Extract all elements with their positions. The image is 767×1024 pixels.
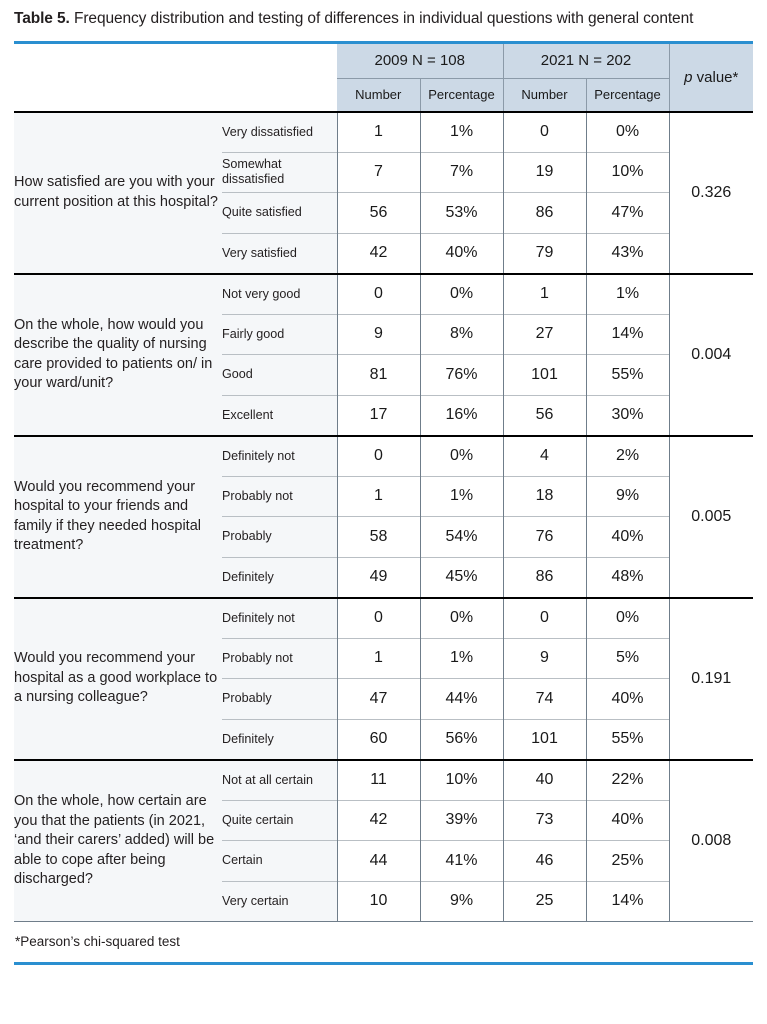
value-percentage-2009: 9% (420, 881, 503, 922)
value-number-2021: 86 (503, 557, 586, 598)
table-bottom-rule (14, 962, 753, 965)
value-number-2009: 1 (337, 476, 420, 517)
value-percentage-2021: 2% (586, 436, 669, 477)
response-label: Good (222, 355, 337, 396)
response-label: Not at all certain (222, 760, 337, 801)
value-number-2009: 1 (337, 112, 420, 153)
table-caption-text: Frequency distribution and testing of differences in individual questions with general content (69, 10, 694, 27)
value-percentage-2009: 1% (420, 112, 503, 153)
value-percentage-2009: 76% (420, 355, 503, 396)
response-label: Certain (222, 841, 337, 882)
value-percentage-2021: 40% (586, 800, 669, 841)
header-blank-cell (14, 44, 337, 79)
value-percentage-2021: 0% (586, 112, 669, 153)
p-value-cell: 0.004 (669, 274, 753, 436)
value-percentage-2021: 14% (586, 881, 669, 922)
response-label: Somewhat dissatisfied (222, 152, 337, 193)
response-label: Probably not (222, 476, 337, 517)
value-percentage-2021: 9% (586, 476, 669, 517)
value-percentage-2009: 44% (420, 679, 503, 720)
value-number-2021: 101 (503, 355, 586, 396)
header-blank-cell-2 (14, 78, 337, 112)
value-number-2021: 86 (503, 193, 586, 234)
value-number-2021: 40 (503, 760, 586, 801)
response-label: Probably (222, 679, 337, 720)
value-percentage-2009: 1% (420, 476, 503, 517)
table-row (14, 760, 753, 801)
value-percentage-2009: 0% (420, 436, 503, 477)
value-percentage-2021: 1% (586, 274, 669, 315)
table-head (14, 44, 753, 112)
value-percentage-2021: 55% (586, 355, 669, 396)
value-number-2009: 11 (337, 760, 420, 801)
value-number-2021: 73 (503, 800, 586, 841)
value-number-2021: 27 (503, 314, 586, 355)
value-number-2009: 44 (337, 841, 420, 882)
value-percentage-2021: 47% (586, 193, 669, 234)
value-number-2009: 49 (337, 557, 420, 598)
table-caption-label: Table 5. (14, 10, 70, 27)
value-number-2009: 60 (337, 719, 420, 760)
value-number-2009: 81 (337, 355, 420, 396)
value-percentage-2009: 8% (420, 314, 503, 355)
value-number-2021: 0 (503, 112, 586, 153)
value-percentage-2021: 43% (586, 233, 669, 274)
table-row (14, 598, 753, 639)
data-table (14, 44, 753, 923)
value-percentage-2021: 55% (586, 719, 669, 760)
value-percentage-2021: 40% (586, 517, 669, 558)
value-percentage-2009: 1% (420, 638, 503, 679)
value-percentage-2009: 39% (420, 800, 503, 841)
response-label: Excellent (222, 395, 337, 436)
value-number-2009: 58 (337, 517, 420, 558)
value-number-2009: 0 (337, 598, 420, 639)
value-percentage-2021: 0% (586, 598, 669, 639)
header-number-2021: Number (503, 78, 586, 112)
value-number-2009: 56 (337, 193, 420, 234)
response-label: Not very good (222, 274, 337, 315)
value-percentage-2021: 25% (586, 841, 669, 882)
value-percentage-2009: 41% (420, 841, 503, 882)
value-percentage-2021: 14% (586, 314, 669, 355)
response-label: Definitely not (222, 436, 337, 477)
value-percentage-2021: 10% (586, 152, 669, 193)
value-number-2021: 1 (503, 274, 586, 315)
value-number-2021: 19 (503, 152, 586, 193)
value-percentage-2009: 16% (420, 395, 503, 436)
p-value-cell: 0.326 (669, 112, 753, 274)
value-number-2009: 10 (337, 881, 420, 922)
response-label: Very certain (222, 881, 337, 922)
header-p-value (669, 44, 753, 112)
value-percentage-2009: 56% (420, 719, 503, 760)
value-percentage-2009: 0% (420, 598, 503, 639)
value-percentage-2009: 54% (420, 517, 503, 558)
value-percentage-2009: 7% (420, 152, 503, 193)
value-number-2009: 1 (337, 638, 420, 679)
value-number-2009: 7 (337, 152, 420, 193)
value-number-2009: 47 (337, 679, 420, 720)
response-label: Very satisfied (222, 233, 337, 274)
value-number-2009: 17 (337, 395, 420, 436)
header-group-2009: 2009 N = 108 (337, 44, 503, 79)
value-percentage-2021: 48% (586, 557, 669, 598)
value-number-2021: 101 (503, 719, 586, 760)
value-percentage-2021: 22% (586, 760, 669, 801)
question-cell: How satisfied are you with your current position at this hospital? (14, 112, 222, 274)
table-row (14, 274, 753, 315)
question-cell: Would you recommend your hospital as a good workplace to a nursing colleague? (14, 598, 222, 760)
value-percentage-2009: 0% (420, 274, 503, 315)
value-number-2021: 79 (503, 233, 586, 274)
value-number-2021: 9 (503, 638, 586, 679)
response-label: Probably not (222, 638, 337, 679)
value-percentage-2009: 53% (420, 193, 503, 234)
p-value-cell: 0.008 (669, 760, 753, 922)
value-number-2021: 76 (503, 517, 586, 558)
response-label: Definitely (222, 557, 337, 598)
table-body (14, 112, 753, 923)
header-p-italic: p (684, 68, 693, 86)
header-percentage-2009: Percentage (420, 78, 503, 112)
p-value-cell: 0.005 (669, 436, 753, 598)
value-number-2021: 46 (503, 841, 586, 882)
value-number-2009: 42 (337, 233, 420, 274)
value-number-2009: 9 (337, 314, 420, 355)
value-number-2021: 0 (503, 598, 586, 639)
value-number-2021: 25 (503, 881, 586, 922)
question-cell: On the whole, how would you describe the quality of nursing care provided to patients on/ in your ward/unit? (14, 274, 222, 436)
value-percentage-2009: 45% (420, 557, 503, 598)
question-cell: Would you recommend your hospital to your friends and family if they needed hospital treatment? (14, 436, 222, 598)
value-percentage-2021: 30% (586, 395, 669, 436)
header-group-2021: 2021 N = 202 (503, 44, 669, 79)
value-percentage-2009: 40% (420, 233, 503, 274)
value-percentage-2021: 40% (586, 679, 669, 720)
response-label: Definitely (222, 719, 337, 760)
header-number-2009: Number (337, 78, 420, 112)
question-cell: On the whole, how certain are you that the patients (in 2021, ‘and their carers’ added) will be able to cope after being discharged? (14, 760, 222, 922)
value-number-2021: 74 (503, 679, 586, 720)
value-number-2021: 56 (503, 395, 586, 436)
value-percentage-2021: 5% (586, 638, 669, 679)
response-label: Quite satisfied (222, 193, 337, 234)
header-percentage-2021: Percentage (586, 78, 669, 112)
value-percentage-2009: 10% (420, 760, 503, 801)
header-group-row (14, 44, 753, 79)
header-p-rest: value* (692, 68, 739, 86)
table-footnote: *Pearson’s chi-squared test (15, 934, 180, 950)
response-label: Probably (222, 517, 337, 558)
response-label: Quite certain (222, 800, 337, 841)
table-row (14, 436, 753, 477)
value-number-2021: 18 (503, 476, 586, 517)
value-number-2009: 0 (337, 274, 420, 315)
response-label: Definitely not (222, 598, 337, 639)
response-label: Very dissatisfied (222, 112, 337, 153)
value-number-2009: 0 (337, 436, 420, 477)
header-sub-row (14, 78, 753, 112)
p-value-cell: 0.191 (669, 598, 753, 760)
table-row (14, 112, 753, 153)
table-caption (14, 0, 753, 30)
value-number-2021: 4 (503, 436, 586, 477)
response-label: Fairly good (222, 314, 337, 355)
value-number-2009: 42 (337, 800, 420, 841)
